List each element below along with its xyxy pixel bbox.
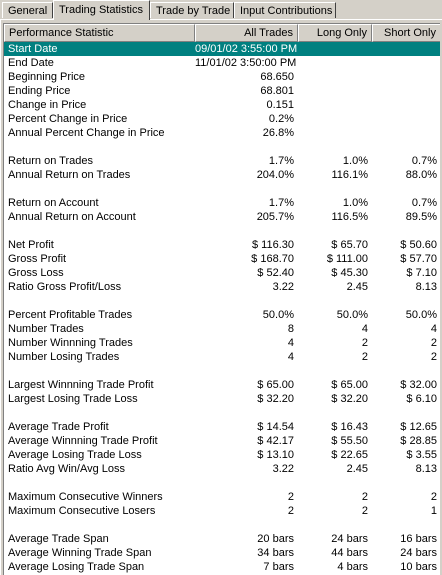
statistic-name: Ratio Avg Win/Avg Loss (8, 463, 125, 475)
statistic-name: Percent Profitable Trades (8, 309, 133, 321)
long-only-value (298, 518, 372, 532)
table-row[interactable] (4, 266, 440, 280)
long-only-value: 4 bars (337, 561, 368, 573)
spacer-row (4, 182, 440, 196)
table-row[interactable] (4, 322, 440, 336)
short-only-value: $ 3.55 (406, 449, 437, 461)
statistic-name: Average Losing Trade Loss (8, 449, 142, 461)
all-trades-value: $ 13.10 (257, 449, 294, 461)
long-only-value: 50.0% (336, 309, 368, 321)
column-header-short-only[interactable]: Short Only (372, 24, 440, 42)
statistic-name (4, 182, 195, 196)
all-trades-value: 4 (287, 351, 294, 363)
short-only-value: 2 (430, 351, 437, 363)
short-only-value: 8.13 (415, 463, 437, 475)
long-only-value: 1.0% (342, 197, 368, 209)
long-only-value (298, 294, 372, 308)
statistic-name (4, 224, 195, 238)
statistic-name: Gross Profit (8, 253, 67, 265)
all-trades-value: 8 (287, 323, 294, 335)
statistic-name: Number Winnning Trades (8, 337, 133, 349)
tab-input-contributions[interactable] (234, 2, 336, 18)
long-only-value (298, 98, 372, 112)
long-only-value: $ 22.65 (331, 449, 368, 461)
short-only-value: 50.0% (405, 309, 437, 321)
short-only-value: 2 (430, 337, 437, 349)
short-only-value (372, 406, 440, 420)
short-only-value (372, 140, 440, 154)
statistic-name: Maximum Consecutive Winners (8, 491, 163, 503)
long-only-value: 2.45 (346, 281, 368, 293)
long-only-value: 2 (361, 351, 368, 363)
all-trades-value (195, 406, 298, 420)
long-only-value: $ 16.43 (331, 421, 368, 433)
long-only-value: 4 (361, 323, 368, 335)
all-trades-value: 1.7% (268, 197, 294, 209)
all-trades-value: 1.7% (268, 155, 294, 167)
statistic-name: Annual Percent Change in Price (8, 127, 165, 139)
all-trades-value (195, 476, 298, 490)
all-trades-value: 2 (287, 491, 294, 503)
all-trades-value: 0.2% (268, 113, 294, 125)
statistic-name: Average Trade Profit (8, 421, 109, 433)
short-only-value (372, 84, 440, 98)
long-only-value: 2.45 (346, 463, 368, 475)
long-only-value: $ 45.30 (331, 267, 368, 279)
spacer-row (4, 224, 440, 238)
all-trades-value: $ 42.17 (257, 435, 294, 447)
tab-label: Input Contributions (240, 5, 333, 17)
short-only-value (372, 364, 440, 378)
tab-trading-statistics[interactable] (53, 0, 150, 20)
table-row[interactable] (4, 126, 440, 140)
statistics-list[interactable] (3, 23, 440, 575)
table-row[interactable] (4, 98, 440, 112)
table-row[interactable] (4, 112, 440, 126)
short-only-value (372, 224, 440, 238)
statistic-name: Average Winnning Trade Profit (8, 435, 158, 447)
short-only-value: $ 57.70 (400, 253, 437, 265)
table-row[interactable] (4, 434, 440, 448)
statistic-name: Net Profit (8, 239, 54, 251)
long-only-value: 2 (361, 491, 368, 503)
all-trades-value: 7 bars (263, 561, 294, 573)
long-only-value (298, 182, 372, 196)
all-trades-value (195, 224, 298, 238)
short-only-value (372, 56, 440, 70)
all-trades-value (195, 182, 298, 196)
short-only-value: $ 12.65 (400, 421, 437, 433)
all-trades-value (195, 364, 298, 378)
statistic-name: Average Winning Trade Span (8, 547, 152, 559)
short-only-value: 0.7% (411, 197, 437, 209)
statistic-name: Largest Winnning Trade Profit (8, 379, 154, 391)
long-only-value: 24 bars (331, 533, 368, 545)
table-row[interactable] (4, 210, 440, 224)
all-trades-value: 09/01/02 3:55:00 PM (195, 43, 298, 55)
all-trades-value: $ 116.30 (251, 239, 294, 251)
short-only-value (372, 182, 440, 196)
all-trades-value: 3.22 (272, 463, 294, 475)
long-only-value (298, 476, 372, 490)
statistic-name: Ending Price (8, 85, 71, 97)
all-trades-value (195, 140, 298, 154)
short-only-value (372, 70, 440, 84)
all-trades-value: 11/01/02 3:50:00 PM (195, 57, 297, 69)
table-row[interactable] (4, 308, 440, 322)
statistic-name: Average Trade Span (8, 533, 109, 545)
statistic-name: Return on Trades (8, 155, 93, 167)
statistic-name (4, 364, 195, 378)
statistic-name: Largest Losing Trade Loss (8, 393, 138, 405)
table-row[interactable] (4, 196, 440, 210)
short-only-value: 8.13 (415, 281, 437, 293)
spacer-row (4, 476, 440, 490)
short-only-value: 88.0% (405, 169, 437, 181)
tab-label: General (8, 5, 48, 17)
table-row[interactable] (4, 546, 440, 560)
short-only-value: 2 (430, 491, 437, 503)
long-only-value (298, 84, 372, 98)
spacer-row (4, 294, 440, 308)
statistic-name (4, 140, 195, 154)
statistic-name: End Date (8, 57, 54, 69)
table-row[interactable] (4, 350, 440, 364)
all-trades-value: 26.8% (262, 127, 294, 139)
short-only-value: 4 (430, 323, 437, 335)
short-only-value: $ 6.10 (406, 393, 437, 405)
long-only-value: 1.0% (342, 155, 368, 167)
statistic-name: Annual Return on Account (8, 211, 136, 223)
all-trades-value: $ 65.00 (257, 379, 294, 391)
long-only-value (298, 224, 372, 238)
long-only-value: 2 (361, 505, 368, 517)
short-only-value: 89.5% (405, 211, 437, 223)
statistic-name: Maximum Consecutive Losers (8, 505, 156, 517)
spacer-row (4, 140, 440, 154)
spacer-row (4, 518, 440, 532)
long-only-value (298, 42, 372, 56)
column-header-long-only[interactable]: Long Only (298, 24, 372, 42)
short-only-value: 10 bars (400, 561, 437, 573)
short-only-value (372, 42, 440, 56)
all-trades-value: $ 52.40 (257, 267, 294, 279)
long-only-value (298, 140, 372, 154)
table-row[interactable] (4, 336, 440, 350)
long-only-value: $ 111.00 (326, 253, 368, 265)
statistic-name (4, 518, 195, 532)
all-trades-value: $ 14.54 (257, 421, 294, 433)
tab-trade-by-trade[interactable] (150, 2, 234, 18)
long-only-value: $ 65.70 (331, 239, 368, 251)
statistic-name: Return on Account (8, 197, 99, 209)
table-row[interactable] (4, 532, 440, 546)
statistic-name: Percent Change in Price (8, 113, 128, 125)
long-only-value: $ 32.20 (331, 393, 368, 405)
table-row[interactable] (4, 462, 440, 476)
table-row[interactable] (4, 84, 440, 98)
long-only-value: $ 65.00 (331, 379, 368, 391)
all-trades-value: 34 bars (257, 547, 294, 559)
short-only-value: 1 (430, 505, 437, 517)
statistic-name (4, 294, 195, 308)
long-only-value (298, 364, 372, 378)
table-row[interactable] (4, 448, 440, 462)
all-trades-value: 50.0% (262, 309, 294, 321)
all-trades-value: 0.151 (266, 99, 294, 111)
short-only-value: $ 50.60 (400, 239, 437, 251)
statistic-name: Average Losing Trade Span (8, 561, 145, 573)
all-trades-value: 204.0% (256, 169, 294, 181)
statistic-name: Change in Price (8, 99, 87, 111)
long-only-value: 44 bars (331, 547, 368, 559)
short-only-value (372, 476, 440, 490)
column-header-all-trades[interactable]: All Trades (195, 24, 298, 42)
short-only-value: 16 bars (400, 533, 437, 545)
table-row[interactable] (4, 490, 440, 504)
statistic-name: Beginning Price (8, 71, 86, 83)
spacer-row (4, 406, 440, 420)
all-trades-value: 3.22 (272, 281, 294, 293)
all-trades-value: 205.7% (256, 211, 294, 223)
table-row[interactable] (4, 280, 440, 294)
short-only-value: $ 28.85 (400, 435, 437, 447)
table-row[interactable] (4, 56, 440, 70)
all-trades-value: $ 168.70 (251, 253, 294, 265)
table-row[interactable] (4, 378, 440, 392)
long-only-value: $ 55.50 (331, 435, 368, 447)
table-row[interactable] (4, 238, 440, 252)
all-trades-value (195, 294, 298, 308)
statistic-name (4, 406, 195, 420)
all-trades-value: 2 (287, 505, 294, 517)
statistic-name: Number Trades (8, 323, 84, 335)
column-header-statistic[interactable]: Performance Statistic (4, 24, 195, 42)
all-trades-value: 68.650 (260, 71, 294, 83)
table-row[interactable] (4, 70, 440, 84)
tab-strip (0, 0, 442, 20)
all-trades-value: 4 (287, 337, 294, 349)
table-row[interactable] (4, 392, 440, 406)
table-row[interactable] (4, 504, 440, 518)
table-row[interactable] (4, 420, 440, 434)
statistic-name: Start Date (4, 42, 195, 56)
long-only-value: 116.1% (331, 169, 368, 181)
table-row[interactable] (4, 560, 440, 574)
table-row[interactable] (4, 154, 440, 168)
long-only-value (298, 56, 372, 70)
short-only-value (372, 518, 440, 532)
table-row[interactable] (4, 42, 440, 56)
long-only-value (298, 112, 372, 126)
tab-label: Trading Statistics (59, 4, 143, 16)
short-only-value (372, 126, 440, 140)
short-only-value: $ 32.00 (400, 379, 437, 391)
list-header (4, 24, 440, 42)
spacer-row (4, 364, 440, 378)
all-trades-value (195, 518, 298, 532)
table-row[interactable] (4, 168, 440, 182)
statistic-name: Gross Loss (8, 267, 64, 279)
short-only-value: 0.7% (411, 155, 437, 167)
statistic-name: Annual Return on Trades (8, 169, 131, 181)
table-row[interactable] (4, 252, 440, 266)
all-trades-value: 68.801 (260, 85, 294, 97)
short-only-value: $ 7.10 (406, 267, 437, 279)
long-only-value (298, 70, 372, 84)
short-only-value (372, 112, 440, 126)
short-only-value (372, 294, 440, 308)
statistic-name: Ratio Gross Profit/Loss (8, 281, 122, 293)
statistic-name (4, 476, 195, 490)
all-trades-value: $ 32.20 (257, 393, 294, 405)
long-only-value: 2 (361, 337, 368, 349)
tab-label: Trade by Trade (156, 5, 231, 17)
long-only-value: 116.5% (331, 211, 368, 223)
short-only-value (372, 98, 440, 112)
all-trades-value: 20 bars (257, 533, 294, 545)
long-only-value (298, 126, 372, 140)
short-only-value: 24 bars (400, 547, 437, 559)
statistic-name: Number Losing Trades (8, 351, 120, 363)
long-only-value (298, 406, 372, 420)
tab-general[interactable] (2, 2, 53, 18)
